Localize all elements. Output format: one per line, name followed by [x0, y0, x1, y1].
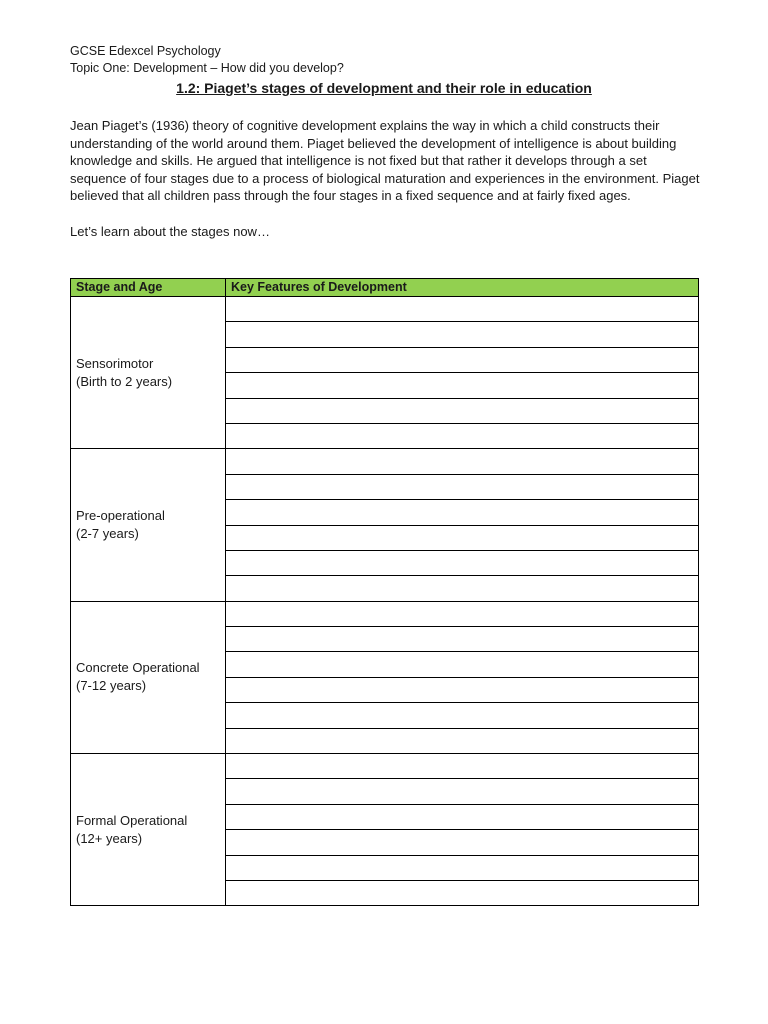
column-header-features: Key Features of Development — [226, 279, 699, 297]
answer-line[interactable] — [226, 398, 699, 423]
answer-line[interactable] — [226, 703, 699, 728]
stage-name: Formal Operational — [76, 812, 188, 828]
answer-line[interactable] — [226, 677, 699, 702]
answer-line[interactable] — [226, 652, 699, 677]
answer-line[interactable] — [226, 500, 699, 525]
table-row — [71, 297, 699, 322]
answer-line[interactable] — [226, 754, 699, 779]
stage-name: Concrete Operational — [76, 660, 200, 676]
answer-line[interactable] — [226, 373, 699, 398]
answer-line[interactable] — [226, 855, 699, 880]
column-header-stage: Stage and Age — [71, 279, 226, 297]
answer-line[interactable] — [226, 728, 699, 753]
table-row — [71, 754, 699, 779]
intro-paragraph: Jean Piaget’s (1936) theory of cognitive development explains the way in which a child constructs their understanding of the world around them. Piaget believed the development of intelligence is about building knowledge and skills. He argued that intelligence is not fixed but that rather it develops through a set sequence of four stages due to a process of biological maturation and experiences in the environment. Piaget believed that all children pass through the four stages in a fixed sequence and at fairly fixed ages. — [70, 118, 700, 204]
stage-age: (Birth to 2 years) — [76, 373, 173, 389]
answer-line[interactable] — [226, 423, 699, 448]
page-title: 1.2: Piaget’s stages of development and their role in education — [176, 80, 592, 96]
answer-line[interactable] — [226, 830, 699, 855]
answer-line[interactable] — [226, 601, 699, 626]
answer-line[interactable] — [226, 550, 699, 575]
stage-age: (12+ years) — [76, 830, 143, 846]
table-header-row — [71, 279, 699, 297]
answer-line[interactable] — [226, 880, 699, 905]
topic-title: Topic One: Development – How did you develop? — [70, 61, 344, 75]
stage-name: Sensorimotor — [76, 355, 154, 371]
answer-line[interactable] — [226, 525, 699, 550]
stage-age: (7-12 years) — [76, 678, 147, 694]
stage-cell-pre-operational — [71, 449, 226, 601]
stage-cell-formal-operational — [71, 754, 226, 906]
stage-cell-sensorimotor — [71, 297, 226, 449]
answer-line[interactable] — [226, 297, 699, 322]
answer-line[interactable] — [226, 627, 699, 652]
table-row — [71, 601, 699, 626]
answer-line[interactable] — [226, 347, 699, 372]
stages-table — [70, 278, 699, 906]
stage-name: Pre-operational — [76, 508, 165, 524]
stage-age: (2-7 years) — [76, 526, 139, 542]
intro-lead-in: Let’s learn about the stages now… — [70, 223, 270, 239]
answer-line[interactable] — [226, 779, 699, 804]
intro-text — [70, 117, 700, 258]
answer-line[interactable] — [226, 804, 699, 829]
answer-line[interactable] — [226, 449, 699, 474]
course-name: GCSE Edexcel Psychology — [70, 44, 221, 58]
stage-cell-concrete-operational — [71, 601, 226, 753]
table-row — [71, 449, 699, 474]
answer-line[interactable] — [226, 322, 699, 347]
answer-line[interactable] — [226, 576, 699, 601]
answer-line[interactable] — [226, 474, 699, 499]
